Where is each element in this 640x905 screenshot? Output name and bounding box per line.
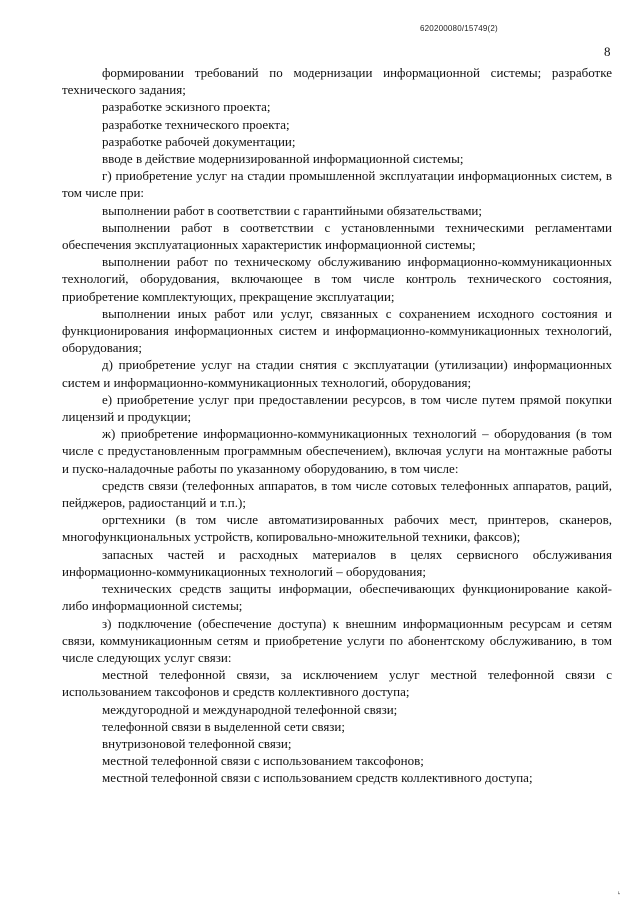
paragraph: ж) приобретение информационно-коммуникационных технологий – оборудования (в том числе с предустановленным программным обеспечением), включая услуги на монтажные работы и пуско-наладочные работы по указанному оборудованию, в том числе:: [62, 426, 612, 476]
paragraph: выполнении работ в соответствии с установленными техническими регламентами обеспечения эксплуатационных характеристик информационной системы;: [62, 219, 612, 253]
paragraph: разработке технического проекта;: [102, 116, 290, 132]
paragraph: местной телефонной связи с использованием средств коллективного доступа;: [102, 770, 533, 786]
document-body: [62, 64, 612, 787]
paragraph: телефонной связи в выделенной сети связи;: [102, 718, 346, 734]
paragraph: междугородной и международной телефонной связи;: [102, 701, 398, 717]
document-id: 620200080/15749(2): [420, 24, 498, 33]
paragraph: е) приобретение услуг при предоставлении ресурсов, в том числе путем прямой покупки лицензий и продукции;: [62, 391, 612, 425]
paragraph: вводе в действие модернизированной информационной системы;: [102, 151, 464, 167]
paragraph: запасных частей и расходных материалов в целях сервисного обслуживания информационно-коммуникационных технологий – оборудования;: [62, 546, 612, 579]
paragraph: разработке эскизного проекта;: [102, 99, 271, 115]
paragraph: выполнении работ в соответствии с гарантийными обязательствами;: [102, 202, 482, 218]
paragraph: оргтехники (в том числе автоматизированных рабочих мест, принтеров, сканеров, многофункциональных устройств, копировально-множительной техники, факсов);: [62, 512, 612, 545]
paragraph: местной телефонной связи с использованием таксофонов;: [102, 753, 424, 769]
paragraph: выполнении иных работ или услуг, связанных с сохранением исходного состояния и функционирования информационных систем и информационно-коммуникационных технологий, оборудования;: [62, 305, 612, 356]
paragraph: г) приобретение услуг на стадии промышленной эксплуатации информационных систем, в том числе при:: [62, 168, 612, 201]
paragraph: средств связи (телефонных аппаратов, в том числе сотовых телефонных аппаратов, раций, пейджеров, радиостанций и т.п.);: [62, 477, 612, 511]
paragraph: разработке рабочей документации;: [102, 133, 296, 149]
scan-mark: ʻ: [615, 887, 625, 903]
paragraph: внутризоновой телефонной связи;: [102, 735, 292, 751]
paragraph: местной телефонной связи, за исключением услуг местной телефонной связи с использованием таксофонов и средств коллективного доступа;: [62, 667, 612, 700]
paragraph: з) подключение (обеспечение доступа) к внешним информационным ресурсам и сетям связи, коммуникационным сетям и приобретение услуги по абонентскому обслуживанию, в том числе следующих услуг связи:: [62, 615, 612, 665]
page-number: 8: [604, 44, 611, 59]
paragraph: технических средств защиты информации, обеспечивающих функционирование какой-либо информационной системы;: [62, 581, 612, 614]
paragraph: формировании требований по модернизации информационной системы; разработке технического задания;: [62, 65, 612, 98]
paragraph: д) приобретение услуг на стадии снятия с эксплуатации (утилизации) информационных систем и информационно-коммуникационных технологий, оборудования;: [62, 357, 612, 390]
paragraph: выполнении работ по техническому обслуживанию информационно-коммуникационных технологий, оборудования, включающее в том числе контроль технического состояния, приобретение комплектующих, прекращение эксплуатации;: [62, 254, 612, 304]
